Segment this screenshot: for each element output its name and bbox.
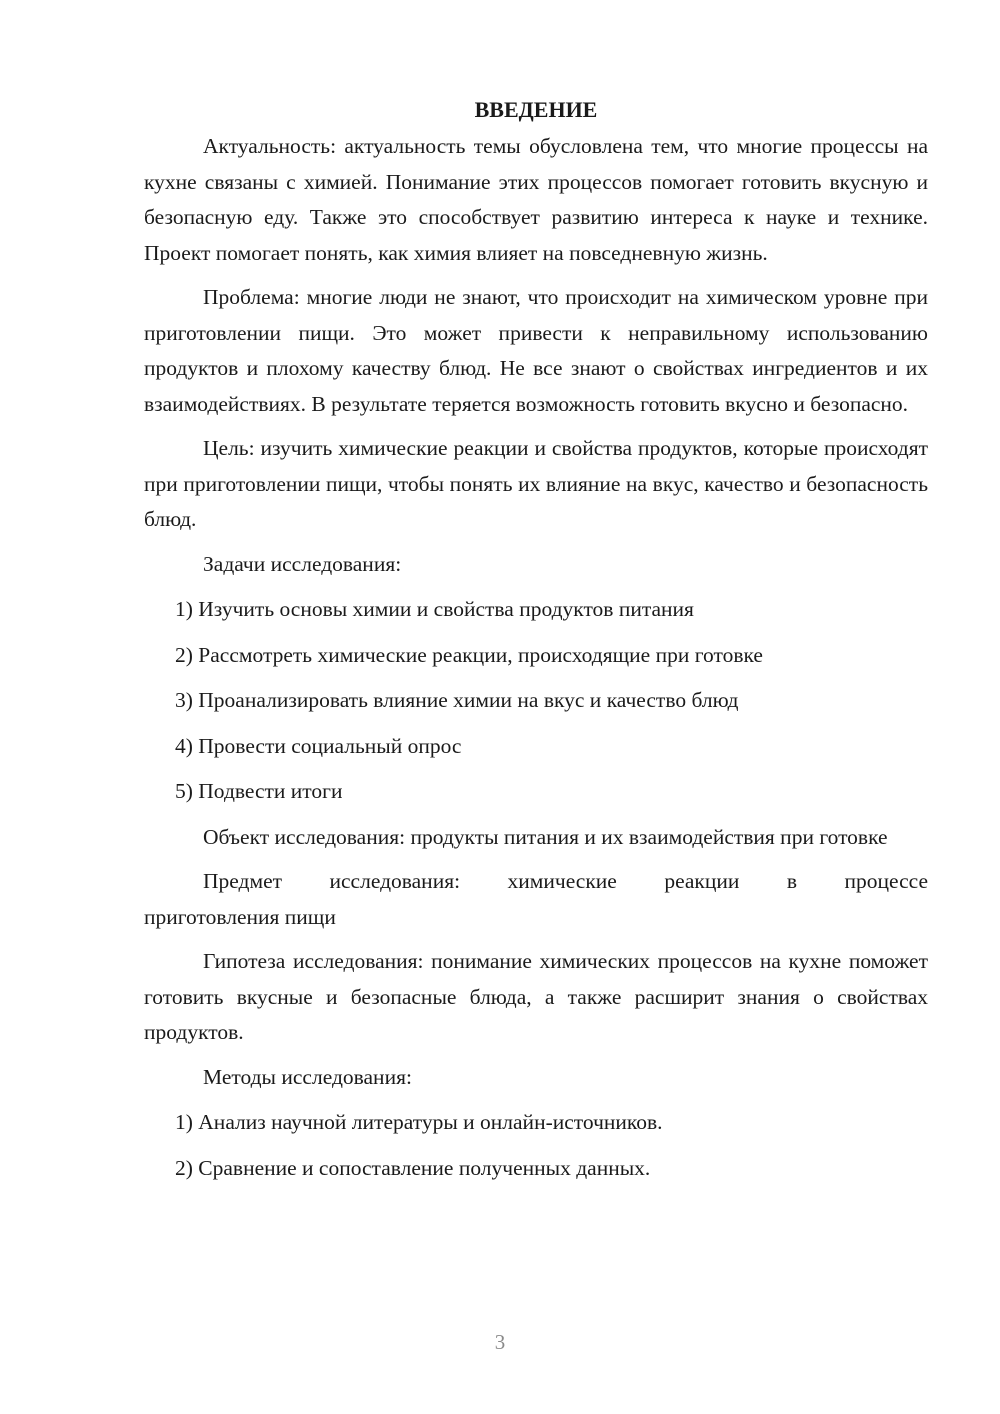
- subject-line-2: приготовления пищи: [144, 904, 336, 929]
- hypothesis-paragraph: Гипотеза исследования: понимание химических процессов на кухне поможет готовить вкусные и безопасные блюда, а также расширит знания о свойствах продуктов.: [144, 949, 928, 1044]
- task-item: 1) Изучить основы химии и свойства продуктов питания: [175, 597, 694, 621]
- method-item: 1) Анализ научной литературы и онлайн-источников.: [175, 1110, 663, 1134]
- page-title: ВВЕДЕНИЕ: [474, 97, 598, 122]
- subject-paragraph: [144, 864, 928, 935]
- subject-line-1: Предмет исследования: химические реакции в процессе: [203, 869, 928, 893]
- relevance-paragraph: Актуальность: актуальность темы обусловлена тем, что многие процессы на кухне связаны с химией. Понимание этих процессов помогает готовить вкусную и безопасную еду. Также это способствует развитию интереса к науке и технике. Проект помогает понять, как химия влияет на повседневную жизнь.: [144, 134, 928, 265]
- method-item: 2) Сравнение и сопоставление полученных данных.: [175, 1155, 651, 1180]
- page-number: 3: [494, 1330, 506, 1354]
- methods-heading: Методы исследования:: [203, 1064, 412, 1089]
- task-item: 4) Провести социальный опрос: [175, 733, 462, 758]
- goal-paragraph: Цель: изучить химические реакции и свойства продуктов, которые происходят при приготовлении пищи, чтобы понять их влияние на вкус, качество и безопасность блюд.: [144, 436, 928, 531]
- task-item: 2) Рассмотреть химические реакции, происходящие при готовке: [175, 642, 763, 667]
- page-body: [144, 92, 928, 1196]
- object-paragraph: Объект исследования: продукты питания и их взаимодействия при готовке: [203, 824, 888, 849]
- task-item: 3) Проанализировать влияние химии на вкус и качество блюд: [175, 688, 739, 712]
- tasks-heading: Задачи исследования:: [203, 551, 402, 576]
- task-item: 5) Подвести итоги: [175, 779, 343, 803]
- problem-paragraph: Проблема: многие люди не знают, что происходит на химическом уровне при приготовлении пищи. Это может привести к неправильному использованию продуктов и плохому качеству блюд. Не все знают о свойствах ингредиентов и их взаимодействиях. В результате теряется возможность готовить вкусно и безопасно.: [144, 285, 928, 416]
